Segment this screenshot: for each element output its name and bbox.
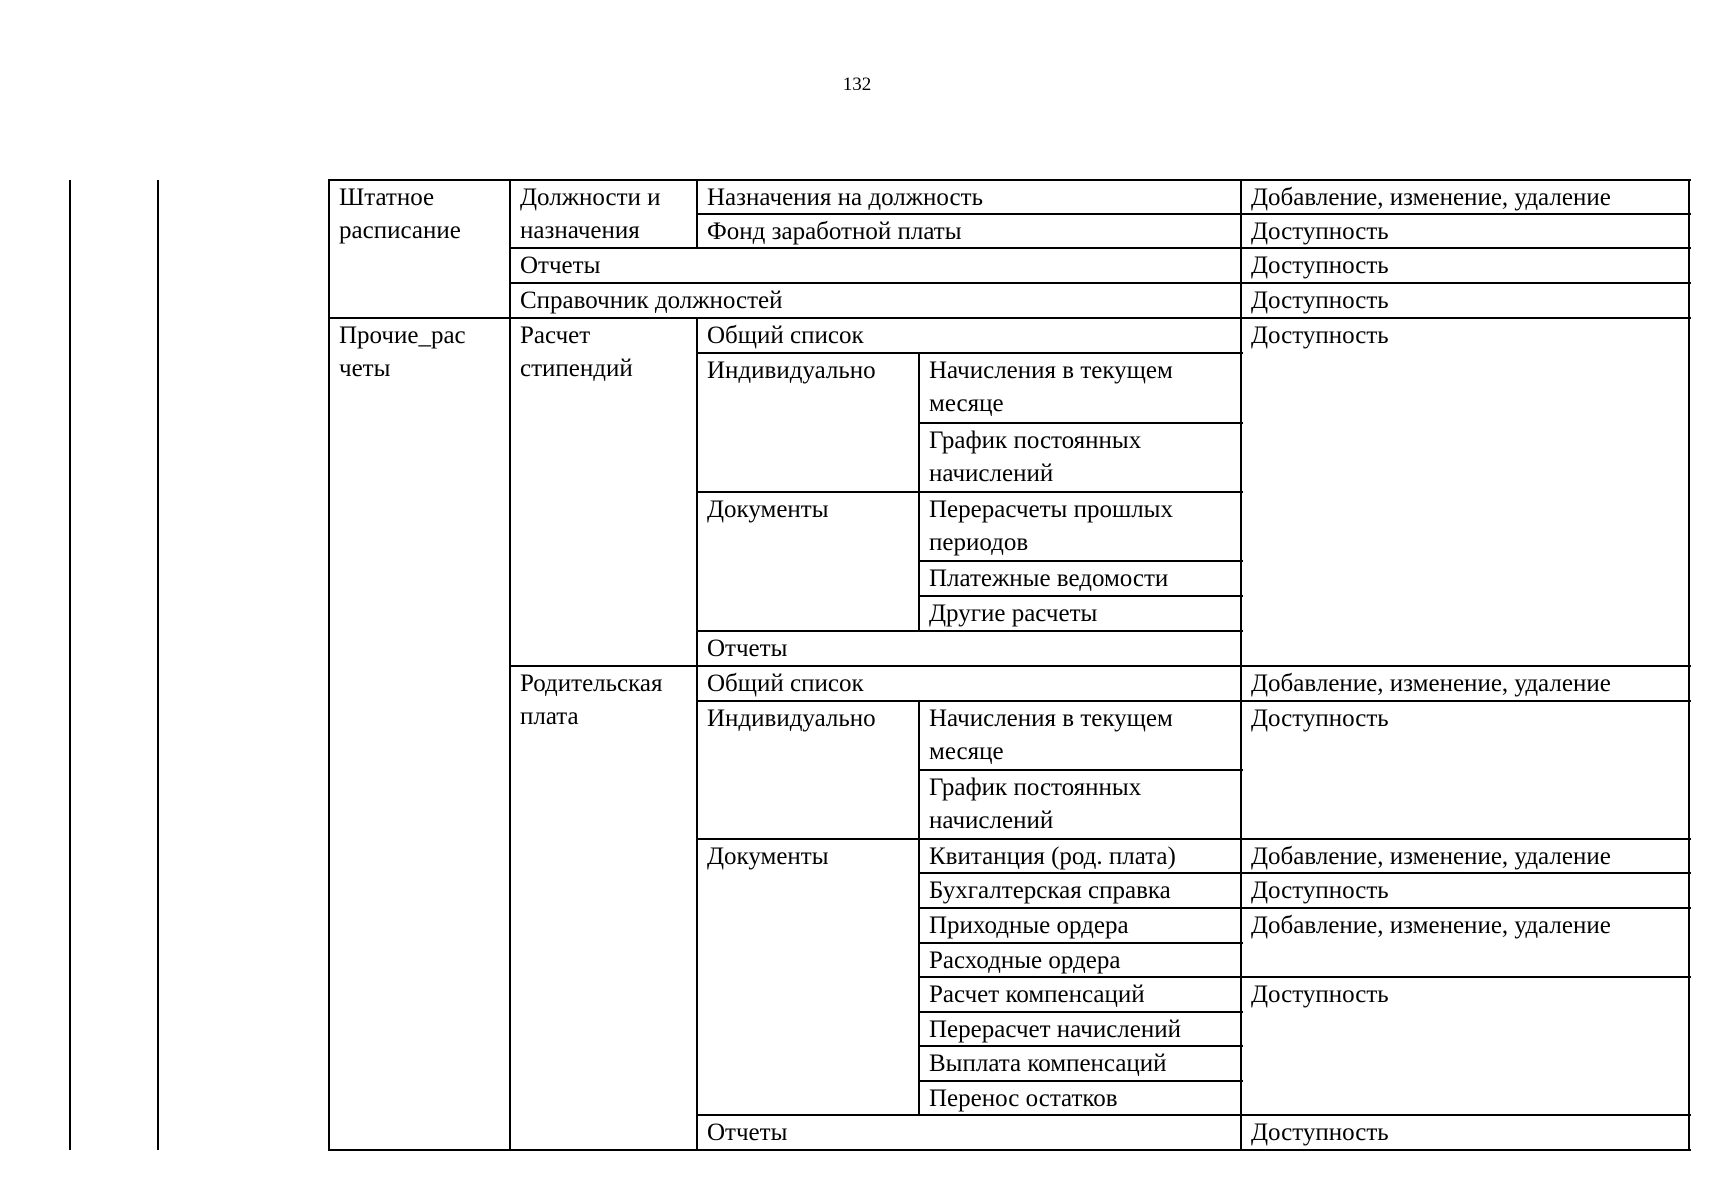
cell-border-left — [918, 1080, 920, 1116]
table-cell-sub: Квитанция (род. плата) — [929, 843, 1176, 870]
cell-border-right — [1240, 769, 1242, 840]
table-cell-access: Доступность — [1251, 218, 1389, 245]
cell-border-left — [509, 247, 511, 284]
margin-rule-right — [157, 180, 159, 1150]
cell-border-right — [1688, 838, 1690, 874]
cell-border-right — [1240, 595, 1242, 632]
table-cell-item: Назначения на должность — [707, 184, 983, 211]
cell-border-left — [509, 665, 511, 1151]
table-cell-item: Фонд заработной платы — [707, 218, 962, 245]
table-cell-group: Должности и назначения — [520, 184, 661, 244]
table-cell-sub: Платежные ведомости — [929, 565, 1169, 592]
cell-border-right — [1240, 560, 1242, 597]
cell-border-left — [509, 179, 511, 249]
table-cell-sub: Расходные ордера — [929, 947, 1121, 974]
cell-border-left — [509, 282, 511, 319]
table-cell-sub: Расчет компенсаций — [929, 981, 1145, 1008]
table-cell-access: Добавление, изменение, удаление — [1251, 184, 1611, 211]
cell-border-left — [1240, 1114, 1242, 1151]
cell-border-left — [696, 179, 698, 215]
cell-border-left — [918, 976, 920, 1013]
cell-border-right — [1240, 422, 1242, 493]
table-cell-access: Доступность — [1251, 981, 1389, 1008]
cell-border-left — [918, 769, 920, 840]
table-cell-access: Доступность — [1251, 252, 1389, 279]
margin-rule-left — [69, 180, 71, 1150]
cell-border-left — [918, 560, 920, 597]
table-cell-access: Добавление, изменение, удаление — [1251, 670, 1611, 697]
cell-border-right — [1688, 872, 1690, 909]
cell-border-right — [1688, 700, 1690, 840]
cell-border-left — [1240, 179, 1242, 215]
table-cell-access: Доступность — [1251, 705, 1389, 732]
table-cell-item: Отчеты — [707, 635, 788, 662]
cell-border-right — [1240, 1011, 1242, 1047]
page-number: 132 — [842, 74, 872, 95]
table-cell-item: Документы — [707, 496, 829, 523]
table-cell-sub: Перерасчеты прошлых периодов — [929, 496, 1173, 556]
table-cell-item: Индивидуально — [707, 357, 876, 384]
table-cell-section: Штатное расписание — [339, 184, 461, 244]
cell-border-bottom — [329, 1149, 512, 1151]
cell-border-left — [918, 1011, 920, 1047]
cell-border-left — [918, 352, 920, 424]
cell-border-left — [696, 317, 698, 354]
table-cell-group: Отчеты — [520, 252, 601, 279]
cell-border-left — [1240, 665, 1242, 702]
cell-border-left — [328, 179, 330, 319]
table-cell-sub: Перенос остатков — [929, 1085, 1118, 1112]
cell-border-right — [1240, 630, 1242, 667]
table-cell-sub: Приходные ордера — [929, 912, 1129, 939]
table-cell-item: Документы — [707, 843, 829, 870]
table-cell-sub: Бухгалтерская справка — [929, 877, 1171, 904]
cell-border-left — [328, 317, 330, 1151]
table-cell-item: Общий список — [707, 670, 864, 697]
cell-border-right — [1240, 491, 1242, 562]
cell-border-right — [1688, 179, 1690, 215]
table-cell-access: Доступность — [1251, 287, 1389, 314]
cell-border-left — [1240, 282, 1242, 319]
cell-border-right — [1240, 942, 1242, 978]
cell-border-left — [1240, 838, 1242, 874]
table-cell-access: Добавление, изменение, удаление — [1251, 912, 1611, 939]
cell-border-bottom — [697, 1149, 1243, 1151]
table-cell-item: Общий список — [707, 322, 864, 349]
table-cell-sub: График постоянных начислений — [929, 774, 1142, 834]
table-cell-access: Доступность — [1251, 322, 1389, 349]
cell-border-left — [918, 491, 920, 562]
table-cell-sub: График постоянных начислений — [929, 427, 1142, 487]
table-cell-sub: Другие расчеты — [929, 600, 1098, 627]
cell-border-left — [918, 942, 920, 978]
table-cell-sub: Перерасчет начислений — [929, 1016, 1182, 1043]
cell-border-left — [1240, 872, 1242, 909]
cell-border-left — [918, 700, 920, 771]
table-cell-access: Добавление, изменение, удаление — [1251, 843, 1611, 870]
cell-border-left — [696, 1114, 698, 1151]
table-cell-item: Отчеты — [707, 1119, 788, 1146]
cell-border-left — [918, 907, 920, 944]
cell-border-bottom — [1241, 1149, 1691, 1151]
table-cell-sub: Начисления в текущем месяце — [929, 357, 1173, 417]
cell-border-right — [1240, 1045, 1242, 1082]
table-cell-section: Прочие_рас четы — [339, 322, 466, 382]
cell-border-right — [1688, 282, 1690, 319]
table-cell-group: Расчет стипендий — [520, 322, 633, 382]
cell-border-left — [1240, 213, 1242, 249]
cell-border-right — [1688, 213, 1690, 249]
cell-border-left — [696, 352, 698, 493]
cell-border-left — [696, 665, 698, 702]
cell-border-left — [918, 1045, 920, 1082]
table-cell-group: Справочник должностей — [520, 287, 783, 314]
cell-border-left — [696, 213, 698, 249]
cell-border-left — [509, 317, 511, 667]
cell-border-right — [1240, 352, 1242, 424]
cell-border-right — [1688, 907, 1690, 978]
cell-border-left — [918, 595, 920, 632]
cell-border-right — [1688, 317, 1690, 667]
cell-border-left — [918, 838, 920, 874]
table-cell-sub: Начисления в текущем месяце — [929, 705, 1173, 765]
cell-border-left — [1240, 247, 1242, 284]
cell-border-right — [1688, 1114, 1690, 1151]
cell-border-left — [918, 872, 920, 909]
cell-border-left — [696, 700, 698, 840]
cell-border-left — [696, 838, 698, 1116]
table-cell-access: Доступность — [1251, 1119, 1389, 1146]
table-cell-group: Родительская плата — [520, 670, 663, 730]
cell-border-bottom — [510, 1149, 699, 1151]
cell-border-right — [1688, 665, 1690, 702]
cell-border-left — [696, 491, 698, 632]
cell-border-right — [1688, 247, 1690, 284]
cell-border-left — [918, 422, 920, 493]
cell-border-right — [1240, 1080, 1242, 1116]
cell-border-right — [1688, 976, 1690, 1116]
table-cell-item: Индивидуально — [707, 705, 876, 732]
table-cell-access: Доступность — [1251, 877, 1389, 904]
table-cell-sub: Выплата компенсаций — [929, 1050, 1167, 1077]
cell-border-left — [696, 630, 698, 667]
